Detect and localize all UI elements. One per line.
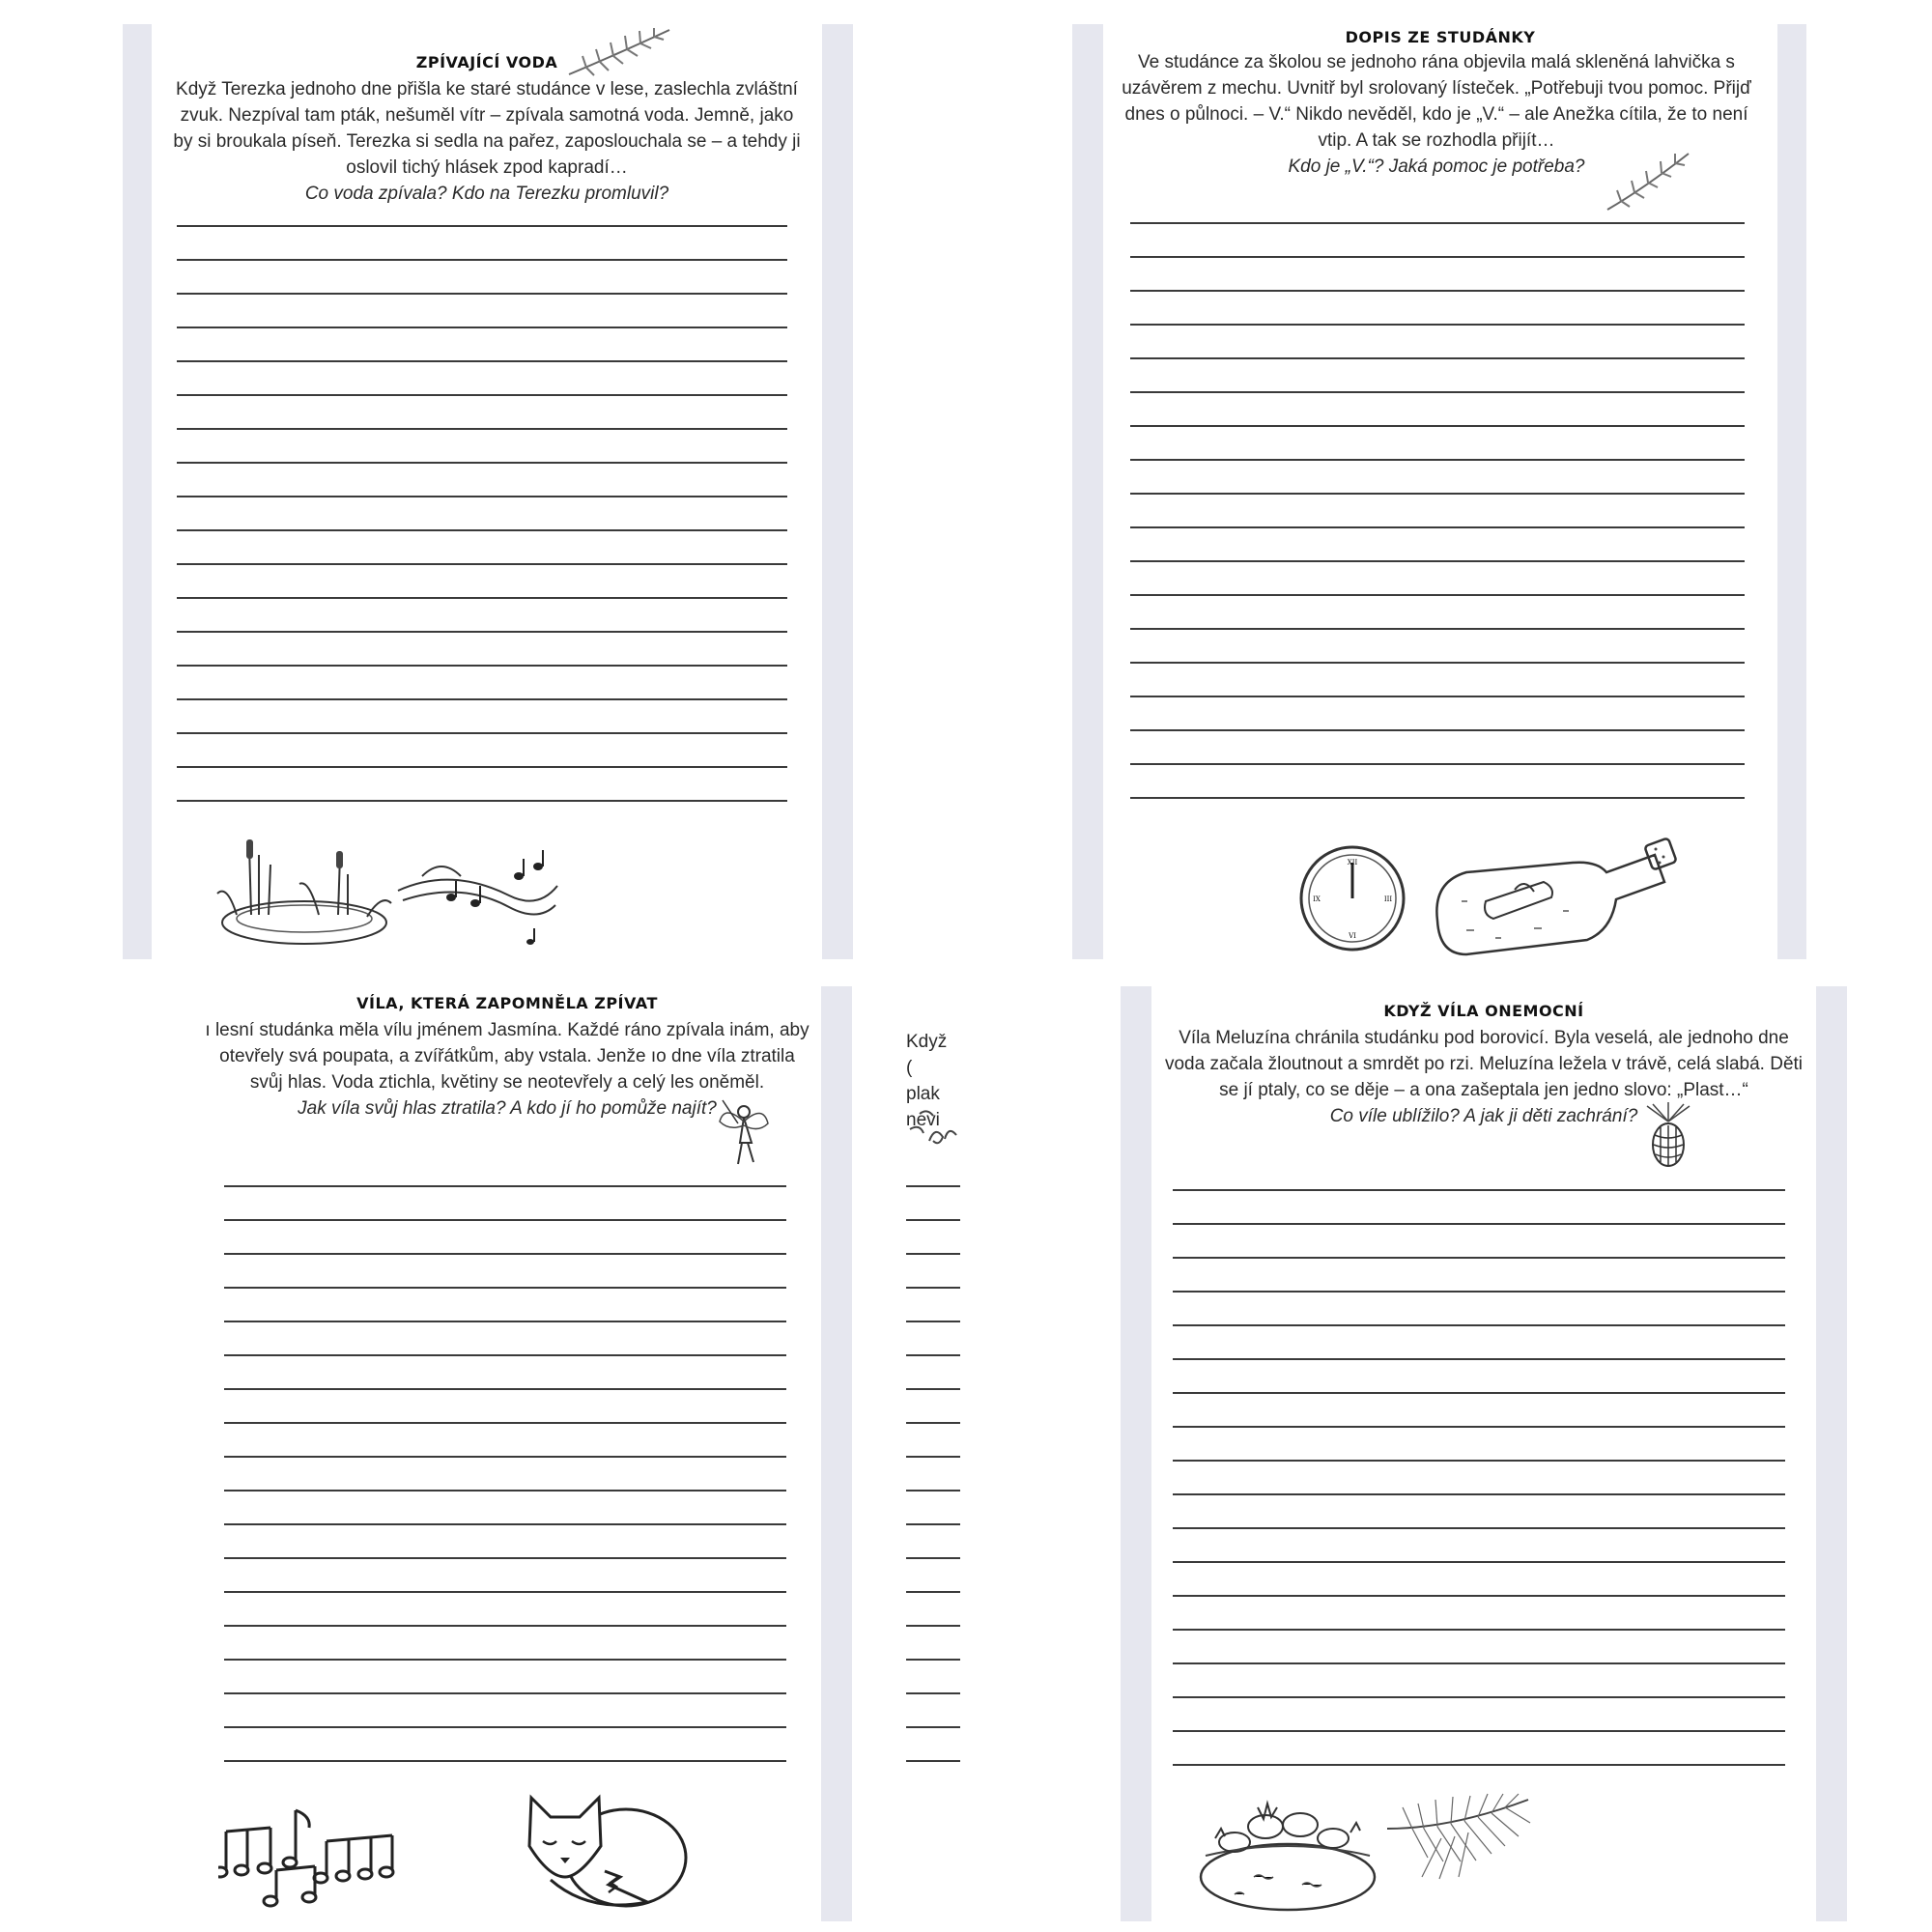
sleeping-fox-icon <box>512 1788 696 1914</box>
fern-icon <box>567 26 673 80</box>
story-paragraph: Ve studánce za školou se jednoho rána objevila malá skleněná lahvička s uzávěrem z mechu. Uvnitř byl srolovaný lísteček. „Potřebuji tvou pomoc. Přijď dnes o půlnoci. – V.“ Nikdo nevěděl, kdo je „V.“ – ale Anežka cítila, že to není vtip. A tak se rozhodla přijít… <box>1122 52 1751 151</box>
page-title: DOPIS ZE STUDÁNKY <box>1345 28 1536 46</box>
worksheet-fragment <box>879 986 962 1921</box>
clock-numeral: VI <box>1349 932 1356 940</box>
clock-numeral: IX <box>1313 895 1321 903</box>
story-question: Jak víla svůj hlas ztratila? A kdo jí ho pomůže najít? <box>298 1098 717 1119</box>
story-paragraph: Víla Meluzína chránila studánku pod borovicí. Byla veselá, ale jednoho dne voda začala žloutnout a smrdět po rzi. Meluzína ležela v trávě, celá slabá. Děti se jí ptaly, co se děje – a ona zašeptala jen jedno slovo: „Plast…“ <box>1164 1028 1804 1100</box>
stone-spring-icon <box>1196 1788 1379 1914</box>
story-text <box>1157 1025 1810 1129</box>
clock-icon <box>1297 843 1407 953</box>
clock-numeral: III <box>1383 895 1393 903</box>
story-text-fragment: Když ( plak nevi <box>906 1032 948 1130</box>
worksheet-dopis-ze-studanky <box>1103 24 1777 959</box>
pond-reeds-icon <box>213 826 396 952</box>
music-notes-fragment-icon <box>906 1102 962 1151</box>
story-paragraph: ı lesní studánka měla vílu jménem Jasmína. Každé ráno zpívala inám, aby otevřely svá poupata, a zvířátkům, aby vstala. Jenže ıo dne víla ztratila svůj hlas. Voda ztichla, květiny se neotevřely a celý les oněměl. <box>205 1020 810 1093</box>
music-notes-swirl-icon <box>393 847 567 953</box>
music-notes-icon <box>218 1803 412 1909</box>
fern-icon <box>1605 150 1692 213</box>
page-title: KDYŽ VÍLA ONEMOCNÍ <box>1383 1002 1584 1020</box>
pine-branch-icon <box>1383 1790 1538 1896</box>
pine-cone-icon <box>1639 1102 1697 1170</box>
page-title: ZPÍVAJÍCÍ VODA <box>415 53 558 71</box>
story-question: Kdo je „V.“? Jaká pomoc je potřeba? <box>1288 156 1585 177</box>
worksheet-vila-ktera-zapomnela-zpivat <box>193 986 821 1921</box>
story-question: Co voda zpívala? Kdo na Terezku promluvil? <box>304 184 669 204</box>
worksheet-zpivajici-voda <box>152 24 822 959</box>
clock-numeral: XII <box>1347 859 1358 867</box>
message-bottle-icon <box>1428 834 1679 959</box>
fairy-icon <box>715 1094 773 1172</box>
worksheet-kdyz-vila-onemocni <box>1151 986 1816 1921</box>
page-title: VÍLA, KTERÁ ZAPOMNĚLA ZPÍVAT <box>356 994 658 1012</box>
story-question: Co víle ublížilo? A jak ji děti zachrání? <box>1329 1106 1638 1126</box>
story-paragraph: Když Terezka jednoho dne přišla ke staré studánce v lese, zaslechla zvláštní zvuk. Nezpíval tam pták, nešuměl vítr – zpívala samotná voda. Jemně, jako by si broukala píseň. Terezka si sedla na pařez, zaposlouchala se – a tehdy ji oslovil tichý hlásek zpod kapradí… <box>173 79 801 178</box>
story-text <box>171 76 803 207</box>
